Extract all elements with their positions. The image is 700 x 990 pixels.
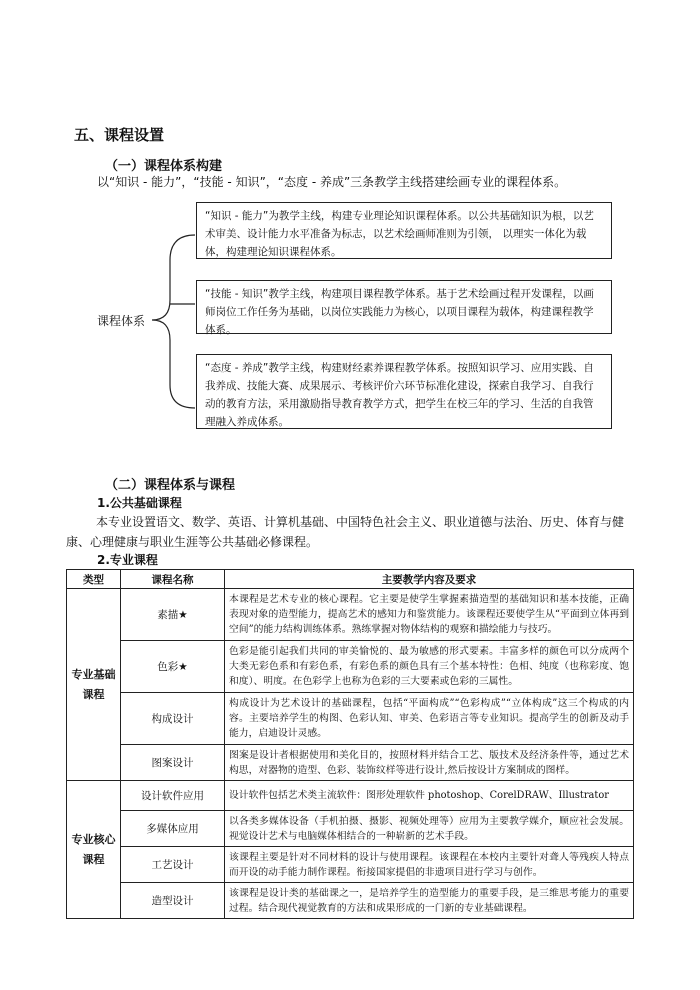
diagram-box-attitude: “态度 - 养成”教学主线，构建财经素养课程教学体系。按照知识学习、应用实践、自我养成、技能大赛、成果展示、考核评价六环节标准化建设，探索自我学习、自我行动的教育方法，采用激励指导教育教学方式，把学生在校三年的学习、生活的自我管理融入养成体系。 <box>196 354 612 429</box>
course-desc: 图案是设计者根据使用和美化目的，按照材料并结合工艺、版技术及经济条件等，通过艺术构思，对器物的造型、色彩、装饰纹样等进行设计,然后按设计方案制成的图样。 <box>225 745 634 781</box>
course-desc: 本课程是艺术专业的核心课程。它主要是使学生掌握素描造型的基础知识和基本技能，正确表现对象的造型能力，提高艺术的感知力和鉴赏能力。该课程还要使学生从“平面到立体再到空间”的能力结构训练体系。熟练掌握对物体结构的观察和描绘能力与技巧。 <box>225 589 634 641</box>
table-header-row <box>67 570 634 589</box>
course-desc: 色彩是能引起我们共同的审美愉悦的、最为敏感的形式要素。丰富多样的颜色可以分成两个大类无彩色系和有彩色系，有彩色系的颜色具有三个基本特性：色相、纯度（也称彩度、饱和度）、明度。在色彩学上也称为色彩的三大要素或色彩的三属性。 <box>225 641 634 693</box>
header-course-name: 课程名称 <box>121 570 225 589</box>
course-name: 素描★ <box>121 589 225 641</box>
course-name: 造型设计 <box>121 883 225 919</box>
course-table <box>66 569 634 919</box>
diagram-label: 课程体系 <box>97 314 146 328</box>
subsection-title-1: （一）课程体系构建 <box>105 159 223 174</box>
course-desc: 该课程主要是针对不同材料的设计与使用课程。该课程在本校内主要针对聋人等残疾人特点而开设的动手能力制作课程。衔接国家提倡的非遗项目进行学习与创作。 <box>225 847 634 883</box>
course-name: 色彩★ <box>121 641 225 693</box>
table-row <box>67 811 634 847</box>
course-name: 多媒体应用 <box>121 811 225 847</box>
course-desc: 设计软件包括艺术类主流软件：图形处理软件 photoshop、CorelDRAW、Illustrator <box>225 781 634 811</box>
course-desc: 构成设计为艺术设计的基础课程，包括“平面构成”“色彩构成”“立体构成”这三个构成的内容。主要培养学生的构图、色彩认知、审美、色彩语言等专业知识。提高学生的创新及动手能力，启迪设计灵感。 <box>225 693 634 745</box>
table-row <box>67 641 634 693</box>
course-name: 设计软件应用 <box>121 781 225 811</box>
table-row <box>67 781 634 811</box>
course-name: 图案设计 <box>121 745 225 781</box>
public-course-title: 1.公共基础课程 <box>97 496 182 510</box>
table-row <box>67 745 634 781</box>
table-row <box>67 693 634 745</box>
header-type: 类型 <box>67 570 121 589</box>
course-desc: 以各类多媒体设备（手机拍摄、摄影、视频处理等）应用为主要教学媒介，顺应社会发展。视觉设计艺术与电脑媒体相结合的一种崭新的艺术手段。 <box>225 811 634 847</box>
category-cell: 专业基础课程 <box>67 589 121 781</box>
diagram-box-skill: “技能 - 知识”教学主线，构建项目课程教学体系。基于艺术绘画过程开发课程，以画师岗位工作任务为基础，以岗位实践能力为核心，以项目课程为载体，构建课程教学体系。 <box>196 280 612 334</box>
table-row <box>67 589 634 641</box>
public-course-text: 本专业设置语文、数学、英语、计算机基础、中国特色社会主义、职业道德与法治、历史、体育与健康、心理健康与职业生涯等公共基础必修课程。 <box>66 515 625 549</box>
section-title: 五、课程设置 <box>74 126 165 144</box>
diagram-box-knowledge: “知识 - 能力”为教学主线，构建专业理论知识课程体系。以公共基础知识为根，以艺术审美、设计能力水平准备为标志，以艺术绘画师准则为引领， 以理实一体化为载体，构建理论知识课程体系。 <box>196 202 612 259</box>
course-name: 工艺设计 <box>121 847 225 883</box>
major-course-title: 2.专业课程 <box>97 553 158 567</box>
category-cell: 专业核心课程 <box>67 781 121 919</box>
header-content: 主要教学内容及要求 <box>225 570 634 589</box>
intro-paragraph: 以“知识 - 能力”，“技能 - 知识”，“态度 - 养成”三条教学主线搭建绘画专业的课程体系。 <box>97 175 567 189</box>
table-row <box>67 847 634 883</box>
course-desc: 该课程是设计类的基础课之一，是培养学生的造型能力的重要手段，是三维思考能力的重要过程。结合现代视觉教育的方法和成果形成的一门新的专业基础课程。 <box>225 883 634 919</box>
course-name: 构成设计 <box>121 693 225 745</box>
subsection-title-2: （二）课程体系与课程 <box>105 478 236 493</box>
brace-connector <box>150 200 200 415</box>
table-row <box>67 883 634 919</box>
